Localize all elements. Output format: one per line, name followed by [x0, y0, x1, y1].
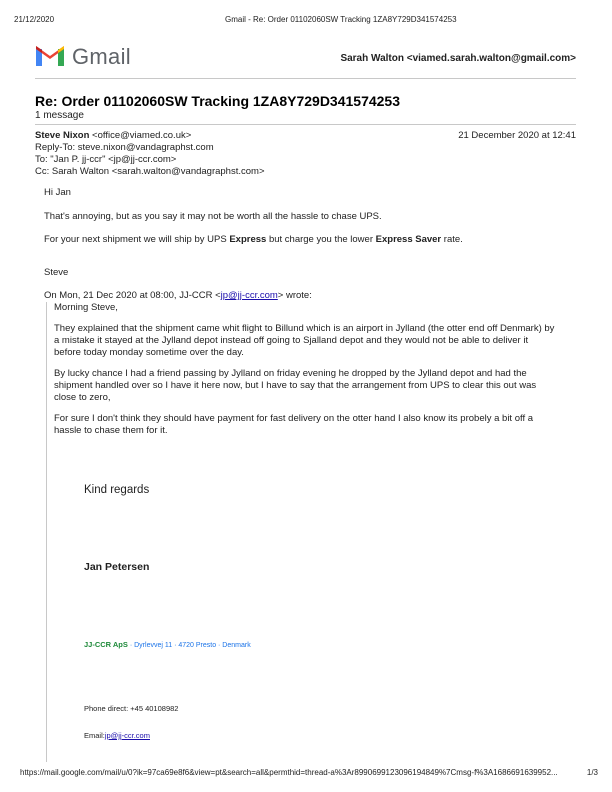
reply-to-line: Reply-To: steve.nixon@vandagraphst.com — [35, 142, 214, 153]
quote-line: By lucky chance I had a friend passing by Jylland on friday evening he dropped by the Jylland depot and had the — [54, 368, 527, 379]
email-label: Email: — [84, 731, 105, 740]
quote-line: before today monday sometime over the day. — [54, 347, 244, 358]
body-bold: Express — [229, 234, 267, 245]
company-name: JJ-CCR ApS — [84, 640, 128, 649]
cc-line: Cc: Sarah Walton <sarah.walton@vandagraphst.com> — [35, 166, 265, 177]
signature-email-link[interactable]: jp@jj-ccr.com — [104, 731, 150, 740]
quote-line: a mistake it stayed at the Jylland depot instead off going to Sjalland depot and they would not be able to deliver it — [54, 335, 529, 346]
quote-attribution — [44, 290, 312, 302]
quote-line: shipment handled over so I have it here now, but I have to say that the arrangement from UPS to clear this out was — [54, 380, 537, 391]
quote-line: For sure I don't think they should have payment for fast delivery on the otter hand I also know its probely a bit off a — [54, 413, 534, 424]
quote-paragraph — [54, 368, 536, 404]
quote-greeting: Morning Steve, — [54, 302, 118, 313]
signature-company-line — [84, 640, 251, 649]
message-count: 1 message — [35, 110, 84, 121]
signature-name: Jan Petersen — [84, 561, 150, 573]
divider — [35, 78, 576, 79]
company-address: · Dyrlevvej 11 · 4720 Presto · Denmark — [127, 642, 251, 649]
kind-regards: Kind regards — [84, 484, 150, 496]
body-bold: Express Saver — [375, 234, 442, 245]
signature-phone: Phone direct: +45 40108982 — [84, 704, 179, 713]
from-line — [35, 130, 191, 141]
quote-line: They explained that the shipment came whit flight to Billund which is an airport in Jylland (the otter end off Denmark) by — [54, 323, 555, 334]
gmail-logo-text: Gmail — [72, 44, 131, 69]
to-line: To: "Jan P. jj-ccr" <jp@jj-ccr.com> — [35, 154, 177, 165]
print-title: Gmail - Re: Order 01102060SW Tracking 1ZA8Y729D341574253 — [225, 15, 457, 24]
body-signoff: Steve — [44, 267, 69, 278]
body-text: but charge you the lower — [266, 234, 376, 245]
account-label: Sarah Walton <viamed.sarah.walton@gmail.com> — [340, 53, 576, 64]
gmail-m-icon — [35, 43, 65, 67]
quote-bar — [46, 302, 47, 762]
body-paragraph: That's annoying, but as you say it may not be worth all the hassle to chase UPS. — [44, 211, 382, 222]
attribution-text: > wrote: — [277, 290, 312, 301]
sender-email: <office@viamed.co.uk> — [92, 130, 192, 141]
body-text: For your next shipment we will ship by UPS — [44, 234, 230, 245]
message-date: 21 December 2020 at 12:41 — [458, 130, 576, 141]
attribution-text: On Mon, 21 Dec 2020 at 08:00, JJ-CCR < — [44, 290, 221, 301]
sender-name: Steve Nixon — [35, 130, 90, 141]
quote-paragraph — [54, 413, 533, 437]
body-text: rate. — [441, 234, 463, 245]
quote-line: close to zero, — [54, 392, 111, 403]
print-page-number: 1/3 — [586, 768, 598, 777]
attribution-email-link[interactable]: jp@jj-ccr.com — [220, 290, 278, 301]
body-paragraph — [44, 234, 463, 246]
print-footer-url: https://mail.google.com/mail/u/0?ik=97ca69e8f6&view=pt&search=all&permthid=thread-a%3Ar8990699123096194849%7Cmsg-f%3A1686691639952... — [20, 768, 558, 777]
signature-email-line — [84, 731, 150, 740]
thread-subject: Re: Order 01102060SW Tracking 1ZA8Y729D341574253 — [35, 93, 401, 109]
print-date: 21/12/2020 — [14, 15, 55, 24]
body-greeting: Hi Jan — [44, 187, 71, 198]
quote-line: hassle to chase them for it. — [54, 425, 168, 436]
quote-paragraph — [54, 323, 554, 359]
divider — [35, 124, 576, 125]
